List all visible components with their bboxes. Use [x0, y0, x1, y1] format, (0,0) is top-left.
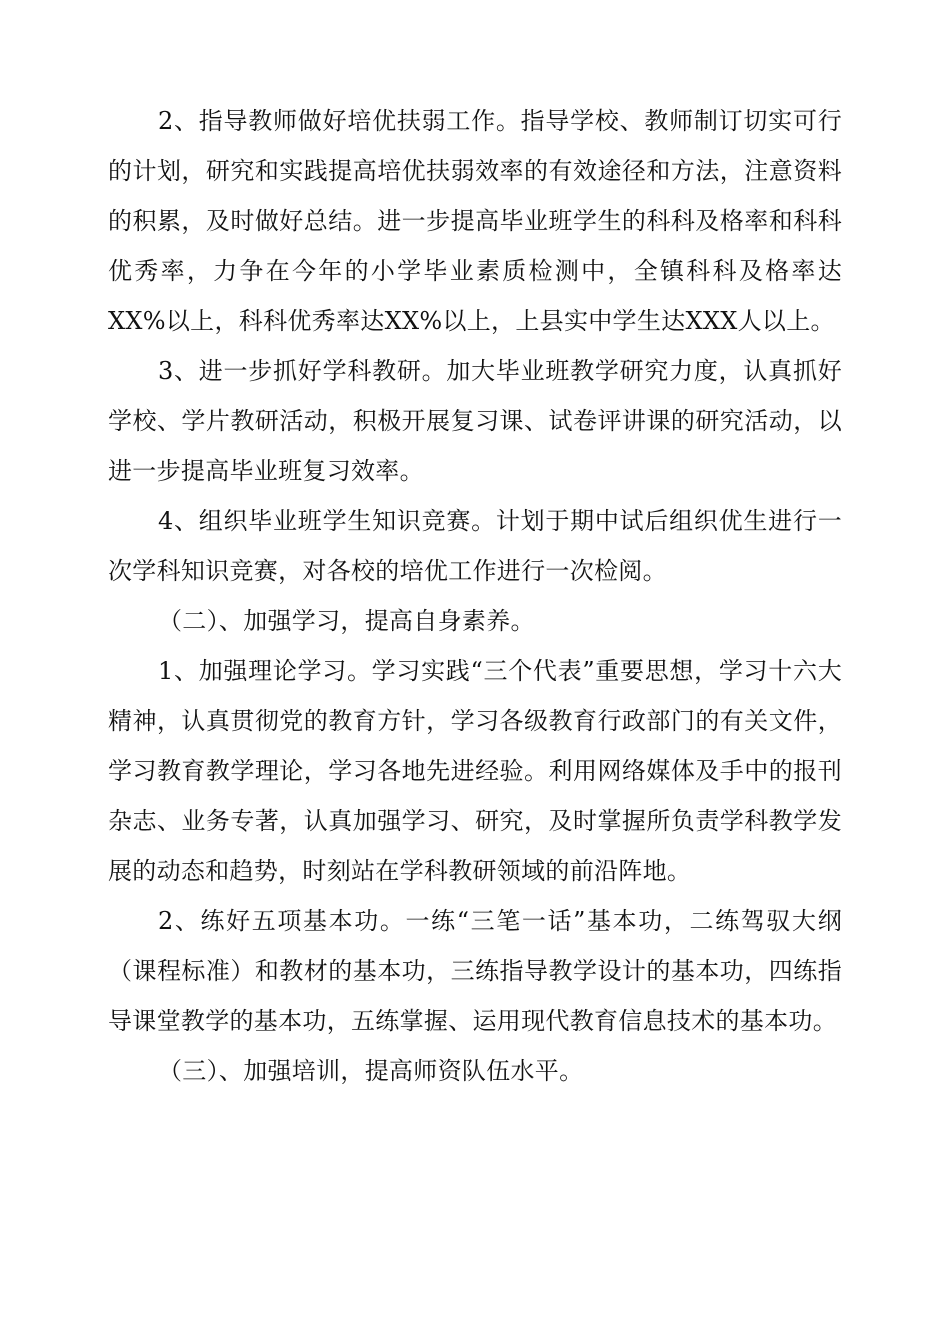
section-heading-2: （二）、加强学习，提高自身素养。 — [158, 607, 535, 635]
section-heading-3: （三）、加强培训，提高师资队伍水平。 — [158, 1057, 584, 1085]
paragraph-theory-study: 1、加强理论学习。学习实践“三个代表”重要思想，学习十六大精神，认真贯彻党的教育方针，学习各级教育行政部门的有关文件，学习教育教学理论，学习各地先进经验。利用网络媒体及手中的报刊杂志、业务专著，认真加强学习、研究，及时掌握所负责学科教学发展的动态和趋势，时刻站在学科教研领域的前沿阵地。 — [108, 657, 842, 885]
paragraph-item-3: 3、进一步抓好学科教研。加大毕业班教学研究力度，认真抓好学校、学片教研活动，积极开展复习课、试卷评讲课的研究活动，以进一步提高毕业班复习效率。 — [108, 357, 842, 485]
paragraph-basic-skills: 2、练好五项基本功。一练“三笔一话”基本功，二练驾驭大纲（课程标准）和教材的基本功，三练指导教学设计的基本功，四练指导课堂教学的基本功，五练掌握、运用现代教育信息技术的基本功。 — [108, 907, 842, 1035]
paragraph-item-4: 4、组织毕业班学生知识竞赛。计划于期中试后组织优生进行一次学科知识竞赛，对各校的培优工作进行一次检阅。 — [108, 507, 842, 585]
document-body — [108, 96, 842, 1096]
paragraph-item-2: 2、指导教师做好培优扶弱工作。指导学校、教师制订切实可行的计划，研究和实践提高培优扶弱效率的有效途径和方法，注意资料的积累，及时做好总结。进一步提高毕业班学生的科科及格率和科科优秀率，力争在今年的小学毕业素质检测中，全镇科科及格率达XX%以上，科科优秀率达XX%以上，上县实中学生达XXX人以上。 — [108, 107, 842, 335]
